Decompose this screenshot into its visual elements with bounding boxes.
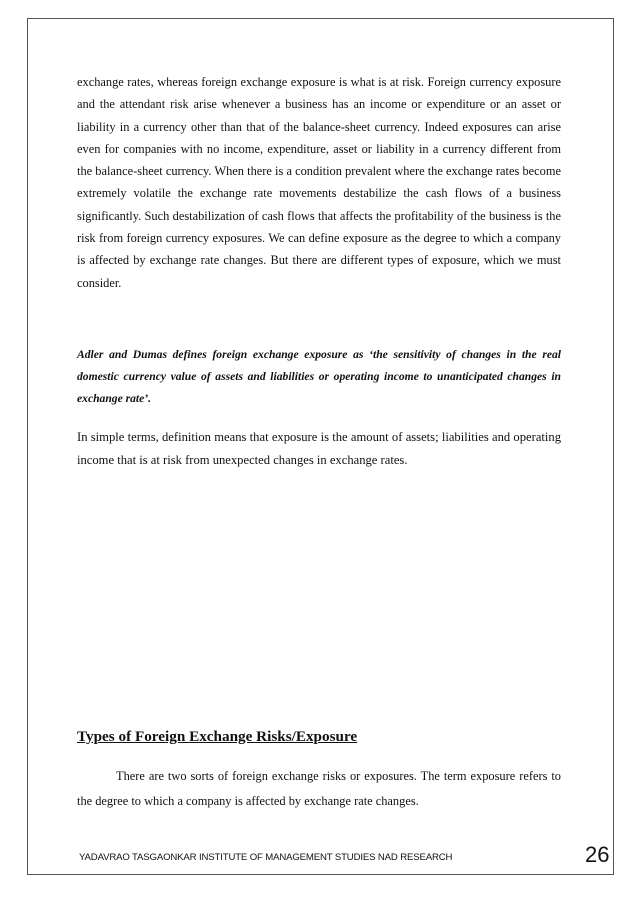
section-heading: Types of Foreign Exchange Risks/Exposure — [77, 728, 358, 745]
definition-quote: Adler and Dumas defines foreign exchange exposure as ‘the sensitivity of changes in the real domestic currency value of assets and liabilities or operating income to unanticipated changes in exchange rate’. — [77, 348, 561, 405]
page-number: 26 — [585, 842, 610, 867]
body-paragraph-3: In simple terms, definition means that exposure is the amount of assets; liabilities and operating income that is at risk from unexpected changes in exchange rates. — [77, 430, 561, 467]
body-paragraph-4: There are two sorts of foreign exchange risks or exposures. The term exposure refers to the degree to which a company is affected by exchange rate changes. — [77, 769, 561, 808]
body-paragraph-1: exchange rates, whereas foreign exchange exposure is what is at risk. Foreign currency exposure and the attendant risk arise whenever a business has an income or expenditure or an asset or liability in a currency other than that of the balance-sheet currency. Indeed exposures can arise even for companies with no income, expenditure, asset or liability in a currency different from the balance-sheet currency. When there is a condition prevalent where the exchange rates become extremely volatile the exchange rate movements destabilize the cash flows of a business significantly. Such destabilization of cash flows that affects the profitability of the business is the risk from foreign currency exposures. We can define exposure as the degree to which a company is affected by exchange rate changes. But there are different types of exposure, which we must consider. — [77, 75, 561, 290]
footer-institute-name: YADAVRAO TASGAONKAR INSTITUTE OF MANAGEMENT STUDIES NAD RESEARCH — [79, 852, 453, 863]
